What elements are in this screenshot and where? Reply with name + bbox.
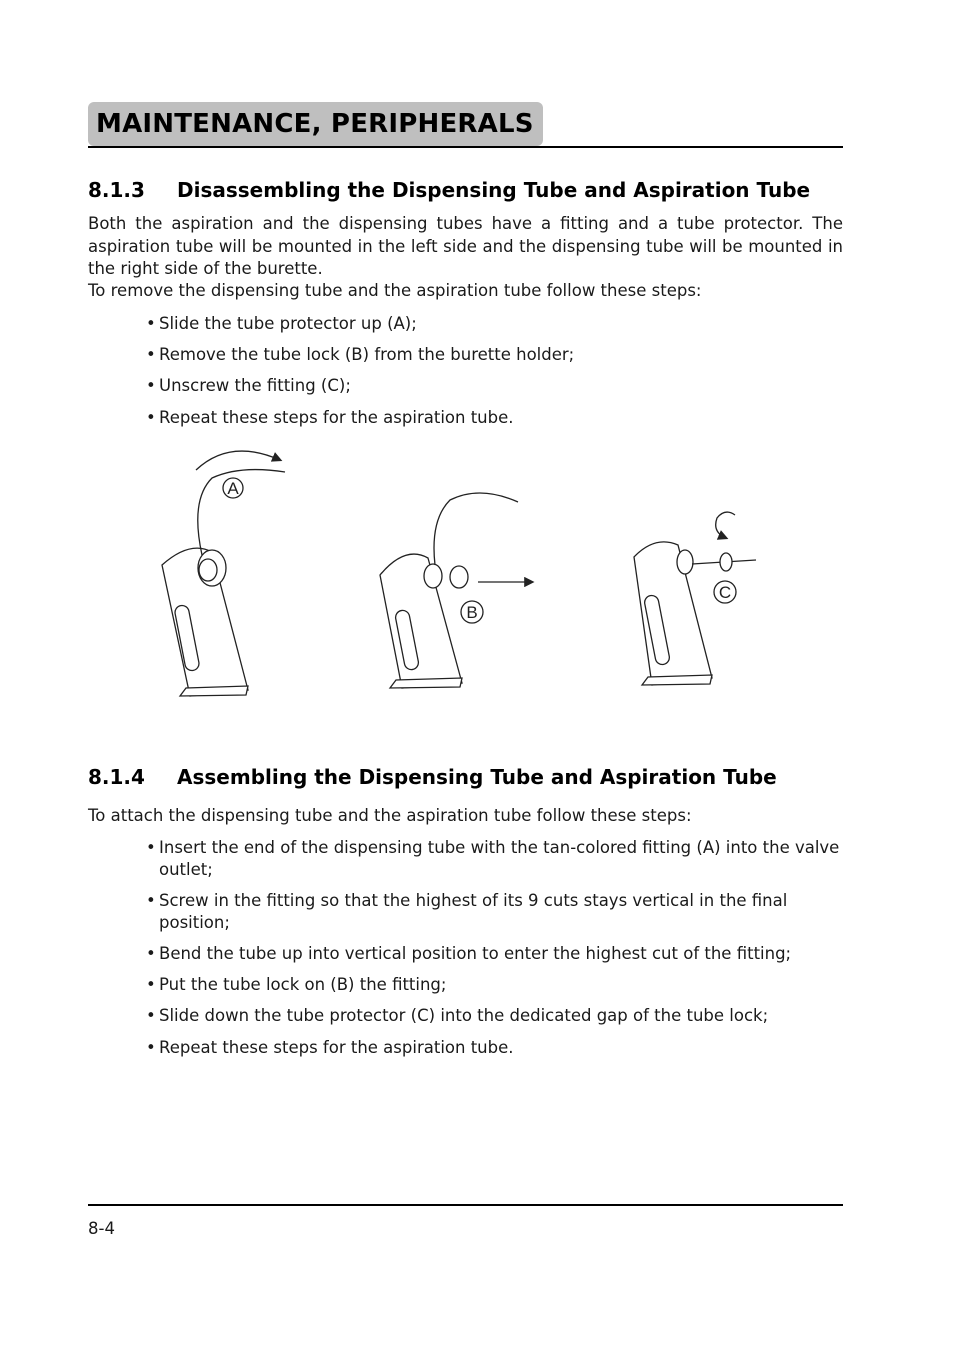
chapter-title: MAINTENANCE, PERIPHERALS — [96, 109, 534, 139]
list-item: • Repeat these steps for the aspiration tube. — [146, 407, 846, 429]
list-item: • Repeat these steps for the aspiration tube. — [146, 1037, 846, 1059]
burette-holder-illustration — [150, 440, 790, 715]
header-rule — [88, 146, 843, 148]
section-title: Assembling the Dispensing Tube and Aspiration Tube — [177, 765, 777, 789]
label-a: A — [227, 479, 239, 498]
page-number: 8-4 — [88, 1219, 115, 1238]
list-item: • Put the tube lock on (B) the fitting; — [146, 974, 846, 996]
holder-a-drawing — [162, 451, 285, 696]
assembly-steps-list — [146, 837, 846, 1059]
section-814-intro: To attach the dispensing tube and the aspiration tube follow these steps: — [88, 806, 692, 825]
section-number: 8.1.4 — [88, 765, 145, 789]
section-813-paragraph: Both the aspiration and the dispensing tubes have a fitting and a tube protector. The aspiration tube will be mounted in the left side and the dispensing tube will be mounted in the right side of the burette. — [88, 214, 843, 278]
section-813-intro: To remove the dispensing tube and the aspiration tube follow these steps: — [88, 281, 702, 300]
holder-b-drawing — [380, 493, 532, 688]
list-item: • Slide the tube protector up (A); — [146, 313, 846, 335]
removal-steps-list — [146, 313, 846, 429]
list-item: • Slide down the tube protector (C) into the dedicated gap of the tube lock; — [146, 1005, 846, 1027]
list-item: • Bend the tube up into vertical position to enter the highest cut of the fitting; — [146, 943, 846, 965]
chapter-header — [88, 102, 543, 146]
section-number: 8.1.3 — [88, 178, 145, 202]
holder-c-drawing — [634, 512, 756, 685]
list-item: • Unscrew the fitting (C); — [146, 375, 846, 397]
label-c: C — [718, 583, 732, 602]
label-b: B — [466, 603, 478, 622]
list-item: • Screw in the fitting so that the highest of its 9 cuts stays vertical in the final position; — [146, 890, 846, 934]
list-item: • Insert the end of the dispensing tube with the tan-colored fitting (A) into the valve outlet; — [146, 837, 846, 881]
footer-rule — [88, 1204, 843, 1206]
list-item: • Remove the tube lock (B) from the burette holder; — [146, 344, 846, 366]
section-heading-813 — [88, 178, 810, 202]
section-heading-814 — [88, 765, 777, 789]
section-title: Disassembling the Dispensing Tube and Aspiration Tube — [177, 178, 811, 202]
